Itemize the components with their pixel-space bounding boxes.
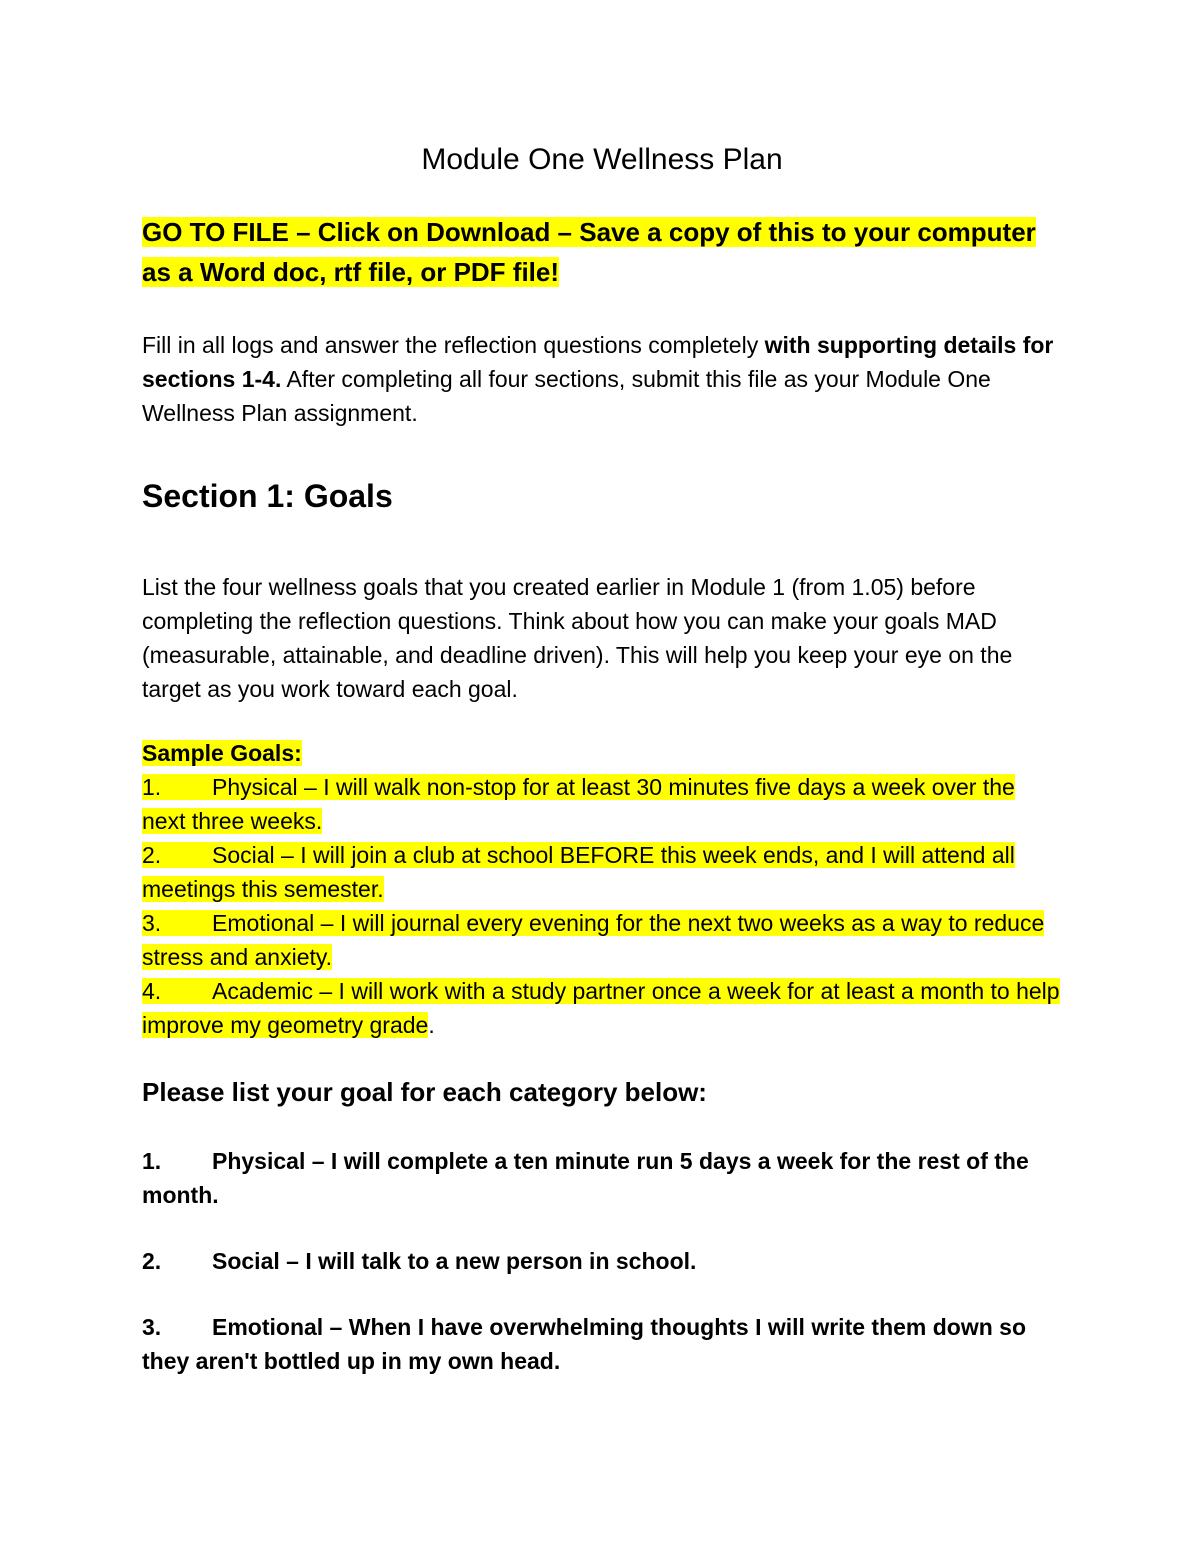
sample-goal-highlight [142,842,1015,902]
sample-goal-item [142,770,1062,838]
sample-goal-number: 3. [142,910,162,936]
download-notice [142,212,1062,292]
download-notice-text: GO TO FILE – Click on Download – Save a copy of this to your computer as a Word doc, rtf file, or PDF file! [142,217,1036,287]
intro-text-2: After completing all four sections, submit this file as your Module One Wellness Plan assignment. [142,366,991,426]
user-goal-item [142,1244,1062,1278]
sample-goal-text: Physical – I will walk non-stop for at least 30 minutes five days a week over the next three weeks. [142,774,1015,834]
sample-goal-number: 1. [142,774,162,800]
user-goal-number: 1. [142,1148,162,1174]
sample-goal-number: 2. [142,842,162,868]
user-goal-number: 2. [142,1248,162,1274]
sample-goal-item [142,838,1062,906]
section-1-description: List the four wellness goals that you created earlier in Module 1 (from 1.05) before completing the reflection questions. Think about how you can make your goals MAD (measurable, attainable, and deadline driven). This will help you keep your eye on the target as you work toward each goal. [142,574,1013,702]
sample-goal-highlight [142,978,1060,1038]
user-goal-item [142,1144,1062,1212]
sample-goal-item [142,906,1062,974]
intro-bold-text: with supporting details for sections 1-4. [142,332,1054,392]
page-title: Module One Wellness Plan [421,143,783,176]
sample-goals-label [142,736,1062,770]
sample-goal-number: 4. [142,978,162,1004]
sample-goal-text: Emotional – I will journal every evening for the next two weeks as a way to reduce stress and anxiety. [142,910,1045,970]
sample-goal-item [142,974,1062,1042]
sample-goal-period: . [428,1012,435,1038]
sample-goals-label-text: Sample Goals: [142,740,302,766]
user-goals-list [142,1144,1062,1378]
goal-list-heading: Please list your goal for each category below: [142,1077,707,1107]
document-content [142,138,1062,1410]
user-goal-item [142,1310,1062,1378]
sample-goals-list [142,770,1062,1042]
intro-text-1: Fill in all logs and answer the reflection questions completely [142,332,765,358]
sample-goal-text: Social – I will join a club at school BEFORE this week ends, and I will attend all meetings this semester. [142,842,1015,902]
user-goal-text: Social – I will talk to a new person in school. [212,1248,697,1274]
user-goal-text: Emotional – When I have overwhelming thoughts I will write them down so they aren't bottled up in my own head. [142,1314,1027,1374]
sample-goal-highlight [142,910,1044,970]
user-goal-text: Physical – I will complete a ten minute run 5 days a week for the rest of the month. [142,1148,1029,1208]
intro-paragraph [142,328,1062,430]
sample-goal-highlight [142,774,1015,834]
user-goal-number: 3. [142,1314,162,1340]
section-1-heading: Section 1: Goals [142,478,393,514]
sample-goal-text: Academic – I will work with a study partner once a week for at least a month to help improve my geometry grade [142,978,1060,1038]
